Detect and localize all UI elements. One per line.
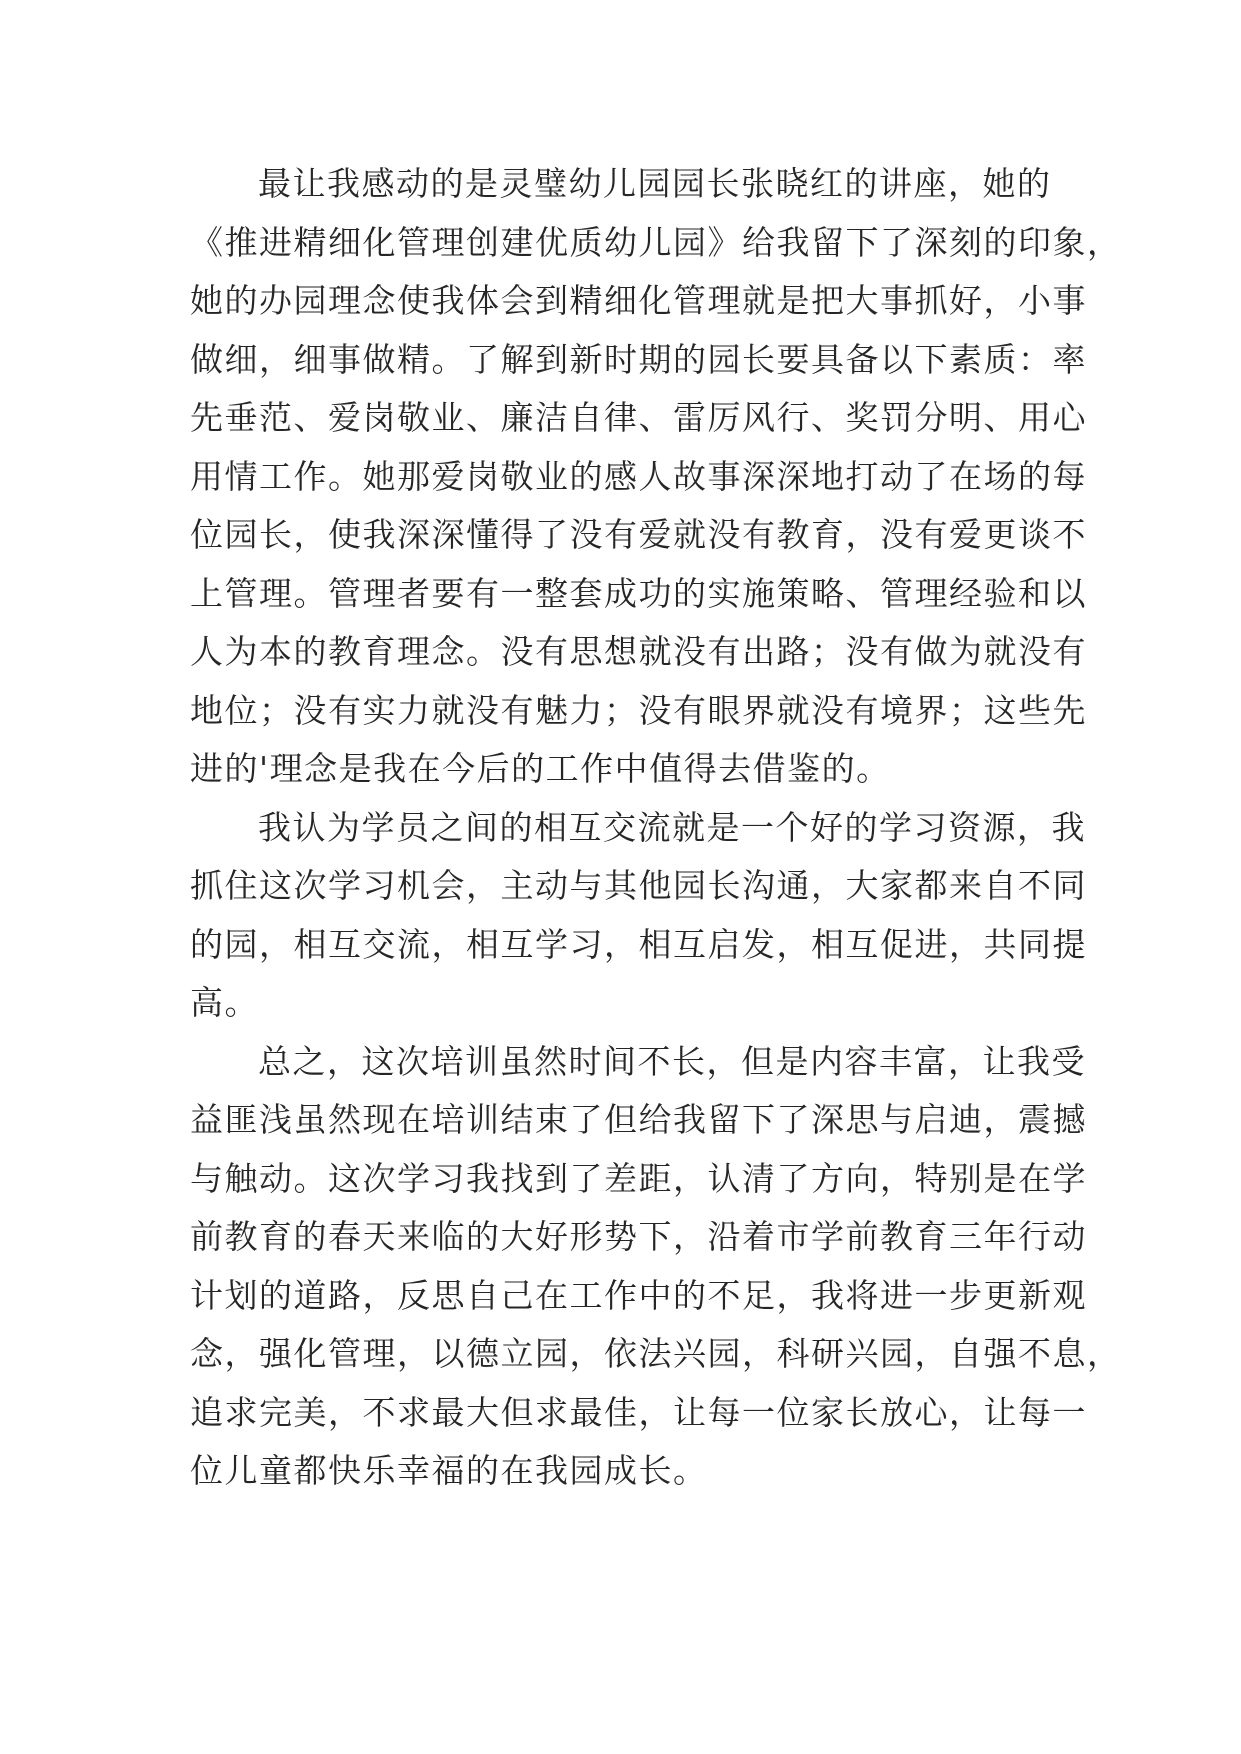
paragraph-line: 先垂范、爱岗敬业、廉洁自律、雷厉风行、奖罚分明、用心 xyxy=(190,398,1087,437)
paragraph-line: 计划的道路，反思自己在工作中的不足，我将进一步更新观 xyxy=(190,1275,1087,1315)
paragraph-line: 抓住这次学习机会，主动与其他园长沟通，大家都来自不同 xyxy=(190,866,1087,905)
paragraph-line: 追求完美，不求最大但求最佳，让每一位家长放心，让每一 xyxy=(190,1392,1087,1432)
paragraph-line: 地位；没有实力就没有魅力；没有眼界就没有境界；这些先 xyxy=(190,690,1087,730)
paragraph-line: 《推进精细化管理创建优质幼儿园》给我留下了深刻的印象， xyxy=(190,222,1122,262)
paragraph-line: 最让我感动的是灵璧幼儿园园长张晓红的讲座，她的 xyxy=(258,164,1052,203)
paragraph-line: 做细，细事做精。了解到新时期的园长要具备以下素质：率 xyxy=(190,339,1087,379)
paragraph-line: 念，强化管理，以德立园，依法兴园，科研兴园，自强不息， xyxy=(190,1334,1122,1373)
paragraph-line: 人为本的教育理念。没有思想就没有出路；没有做为就没有 xyxy=(190,632,1087,671)
paragraph-3 xyxy=(190,1033,1122,1501)
paragraph-line: 与触动。这次学习我找到了差距，认清了方向，特别是在学 xyxy=(190,1158,1087,1198)
paragraph-line: 我认为学员之间的相互交流就是一个好的学习资源，我 xyxy=(258,807,1086,847)
paragraph-line: 高。 xyxy=(190,983,259,1022)
paragraph-line: 前教育的春天来临的大好形势下，沿着市学前教育三年行动 xyxy=(190,1217,1087,1256)
paragraph-line: 的园，相互交流，相互学习，相互启发，相互促进，共同提 xyxy=(190,924,1087,964)
paragraph-line: 位园长，使我深深懂得了没有爱就没有教育，没有爱更谈不 xyxy=(190,515,1087,554)
paragraph-line: 用情工作。她那爱岗敬业的感人故事深深地打动了在场的每 xyxy=(190,456,1087,496)
paragraph-1 xyxy=(190,155,1122,799)
document-body xyxy=(190,155,1122,1501)
paragraph-line: 她的办园理念使我体会到精细化管理就是把大事抓好，小事 xyxy=(190,281,1087,320)
paragraph-line: 总之，这次培训虽然时间不长，但是内容丰富，让我受 xyxy=(258,1041,1086,1081)
paragraph-line: 进的'理念是我在今后的工作中值得去借鉴的。 xyxy=(190,749,891,788)
paragraph-line: 位儿童都快乐幸福的在我园成长。 xyxy=(190,1451,708,1490)
paragraph-2 xyxy=(190,799,1087,1033)
paragraph-line: 上管理。管理者要有一整套成功的实施策略、管理经验和以 xyxy=(190,573,1087,613)
paragraph-line: 益匪浅虽然现在培训结束了但给我留下了深思与启迪，震撼 xyxy=(190,1100,1087,1139)
